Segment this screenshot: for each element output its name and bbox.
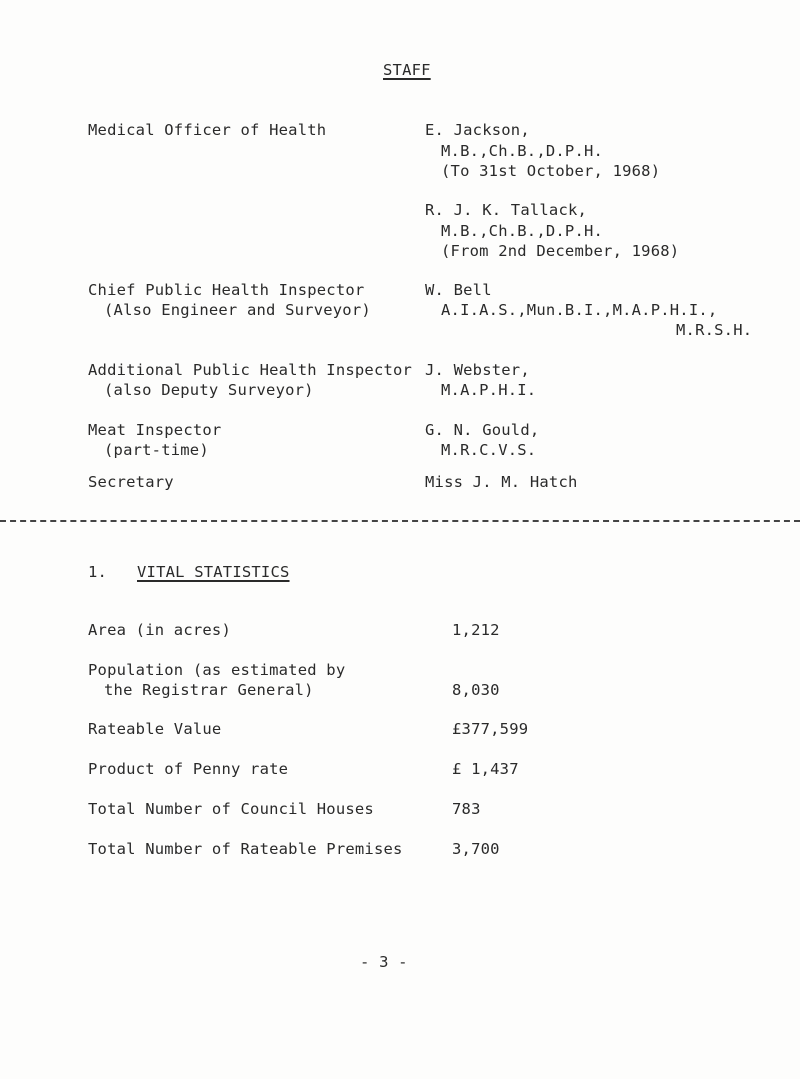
qual-jackson: M.B.,Ch.B.,D.P.H.	[441, 142, 604, 160]
label-area: Area (in acres)	[88, 621, 231, 639]
role-secretary: Secretary	[88, 473, 174, 491]
role-chief-inspector: Chief Public Health Inspector	[88, 281, 365, 299]
value-council-houses: 783	[452, 800, 481, 818]
label-council-houses: Total Number of Council Houses	[88, 800, 374, 818]
term-tallack: (From 2nd December, 1968)	[441, 242, 680, 260]
value-rateable-premises: 3,700	[452, 840, 500, 858]
role-additional-inspector: Additional Public Health Inspector	[88, 361, 413, 379]
role-chief-inspector-note: (Also Engineer and Surveyor)	[104, 301, 371, 319]
vital-heading: VITAL STATISTICS	[137, 563, 290, 581]
qual-tallack: M.B.,Ch.B.,D.P.H.	[441, 222, 604, 240]
name-hatch: Miss J. M. Hatch	[425, 473, 578, 491]
role-meat-inspector: Meat Inspector	[88, 421, 222, 439]
page-number: - 3 -	[360, 953, 408, 971]
qual-bell-2: M.R.S.H.	[676, 321, 753, 339]
section-number: 1.	[88, 563, 108, 581]
name-bell: W. Bell	[425, 281, 492, 299]
qual-bell: A.I.A.S.,Mun.B.I.,M.A.P.H.I.,	[441, 301, 718, 319]
name-webster: J. Webster,	[425, 361, 530, 379]
section-divider	[0, 520, 800, 522]
staff-heading: STAFF	[383, 61, 431, 79]
value-population: 8,030	[452, 681, 500, 699]
qual-gould: M.R.C.V.S.	[441, 441, 537, 459]
name-gould: G. N. Gould,	[425, 421, 540, 439]
value-area: 1,212	[452, 621, 500, 639]
label-population-2: the Registrar General)	[104, 681, 314, 699]
label-penny-rate: Product of Penny rate	[88, 760, 289, 778]
label-rateable-premises: Total Number of Rateable Premises	[88, 840, 403, 858]
value-penny-rate: £ 1,437	[452, 760, 519, 778]
value-rateable-value: £377,599	[452, 720, 529, 738]
label-population: Population (as estimated by	[88, 661, 346, 679]
term-jackson: (To 31st October, 1968)	[441, 162, 661, 180]
role-meat-inspector-note: (part-time)	[104, 441, 209, 459]
name-tallack: R. J. K. Tallack,	[425, 201, 588, 219]
label-rateable-value: Rateable Value	[88, 720, 222, 738]
qual-webster: M.A.P.H.I.	[441, 381, 537, 399]
role-medical-officer: Medical Officer of Health	[88, 121, 327, 139]
name-jackson: E. Jackson,	[425, 121, 530, 139]
role-additional-inspector-note: (also Deputy Surveyor)	[104, 381, 314, 399]
